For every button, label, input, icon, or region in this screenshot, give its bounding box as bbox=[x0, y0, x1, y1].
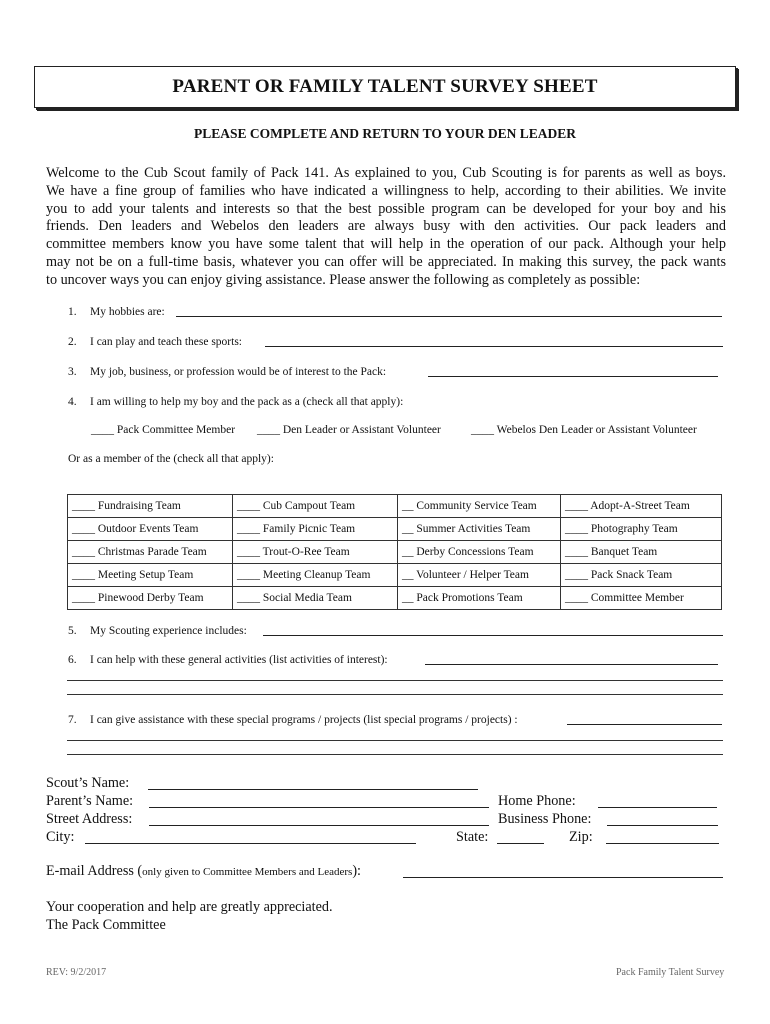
scout-name-field[interactable] bbox=[148, 776, 478, 790]
closing-signature: The Pack Committee bbox=[46, 917, 166, 933]
table-row bbox=[68, 541, 722, 564]
team-checkbox-cell[interactable]: ____ Family Picnic Team bbox=[233, 518, 398, 541]
question-5 bbox=[68, 625, 247, 637]
page-subtitle: PLEASE COMPLETE AND RETURN TO YOUR DEN LEADER bbox=[194, 126, 576, 141]
home-phone-label: Home Phone: bbox=[498, 793, 576, 809]
team-checkbox-cell[interactable]: __ Community Service Team bbox=[398, 495, 561, 518]
question-number: 1. bbox=[68, 306, 77, 318]
zip-label: Zip: bbox=[569, 829, 593, 845]
city-field[interactable] bbox=[85, 830, 416, 844]
member-prompt: Or as a member of the (check all that apply): bbox=[68, 453, 274, 465]
parent-name-label: Parent’s Name: bbox=[46, 793, 134, 809]
intro-paragraph bbox=[46, 165, 726, 290]
question-number: 2. bbox=[68, 336, 77, 348]
email-field[interactable] bbox=[403, 864, 723, 878]
question-text: I can give assistance with these special programs / projects (list special programs / projects) : bbox=[90, 714, 518, 726]
intro-line: to uncover ways you can enjoy giving assistance. Please answer the following as completely as possible: bbox=[46, 271, 641, 288]
teams-table bbox=[67, 494, 722, 610]
question-4 bbox=[68, 396, 403, 408]
email-label-note: only given to Committee Members and Leaders bbox=[142, 866, 353, 878]
team-checkbox-cell[interactable]: __ Summer Activities Team bbox=[398, 518, 561, 541]
page-title: PARENT OR FAMILY TALENT SURVEY SHEET bbox=[172, 76, 598, 97]
team-checkbox-cell[interactable]: __ Pack Promotions Team bbox=[398, 587, 561, 610]
intro-line: friends. Den leaders and Webelos den leaders are always busy with den activities. Our pack leaders and bbox=[46, 218, 726, 235]
home-phone-field[interactable] bbox=[598, 794, 717, 808]
question-number: 3. bbox=[68, 366, 77, 378]
intro-line: you to add your talents and interests so that the best possible program can be developed for your boy and his bbox=[46, 200, 726, 217]
email-label-end: ): bbox=[352, 863, 361, 879]
general-activities-line[interactable] bbox=[67, 680, 723, 681]
question-2 bbox=[68, 336, 242, 348]
city-label: City: bbox=[46, 829, 75, 845]
sports-field[interactable] bbox=[265, 336, 723, 347]
intro-line: may not be on a full-time basis, whatever you can offer will be appreciated. In making this survey, the pack wants bbox=[46, 253, 726, 270]
question-6 bbox=[68, 654, 388, 666]
question-text: My job, business, or profession would be of interest to the Pack: bbox=[90, 366, 387, 378]
special-programs-line[interactable] bbox=[67, 740, 723, 741]
option-pack-committee-member[interactable]: ____ Pack Committee Member bbox=[91, 424, 236, 436]
question-3 bbox=[68, 366, 386, 378]
question-text: I am willing to help my boy and the pack as a (check all that apply): bbox=[90, 396, 404, 408]
revision-date: REV: 9/2/2017 bbox=[46, 967, 107, 978]
question-text: My hobbies are: bbox=[90, 306, 165, 318]
general-activities-line[interactable] bbox=[67, 694, 723, 695]
special-programs-line[interactable] bbox=[67, 754, 723, 755]
scout-name-label: Scout’s Name: bbox=[46, 775, 130, 791]
team-checkbox-cell[interactable]: ____ Meeting Cleanup Team bbox=[233, 564, 398, 587]
team-checkbox-cell[interactable]: __ Derby Concessions Team bbox=[398, 541, 561, 564]
email-label bbox=[46, 863, 361, 880]
hobbies-field[interactable] bbox=[176, 306, 722, 317]
parent-name-field[interactable] bbox=[149, 794, 489, 808]
question-number: 6. bbox=[68, 654, 77, 666]
street-address-label: Street Address: bbox=[46, 811, 133, 827]
intro-line: Welcome to the Cub Scout family of Pack 141. As explained to you, Cub Scouting is for parents as well as boys. bbox=[46, 165, 726, 181]
question-7 bbox=[68, 714, 518, 726]
intro-line: We have a fine group of families who have indicated a willingness to help, according to their abilities. We invite bbox=[46, 182, 726, 199]
team-checkbox-cell[interactable]: ____ Adopt-A-Street Team bbox=[561, 495, 722, 518]
street-address-field[interactable] bbox=[149, 812, 489, 826]
footer-document-name: Pack Family Talent Survey bbox=[616, 967, 725, 978]
intro-line: committee members know you have some talent that will help in the operation of our pack. Although your help bbox=[46, 236, 726, 253]
table-row bbox=[68, 587, 722, 610]
team-checkbox-cell[interactable]: ____ Trout-O-Ree Team bbox=[233, 541, 398, 564]
team-checkbox-cell[interactable]: ____ Pinewood Derby Team bbox=[68, 587, 233, 610]
team-checkbox-cell[interactable]: ____ Pack Snack Team bbox=[561, 564, 722, 587]
scouting-experience-field[interactable] bbox=[263, 625, 723, 636]
team-checkbox-cell[interactable]: ____ Meeting Setup Team bbox=[68, 564, 233, 587]
state-label: State: bbox=[456, 829, 489, 845]
team-checkbox-cell[interactable]: ____ Fundraising Team bbox=[68, 495, 233, 518]
question-text: I can help with these general activities (list activities of interest): bbox=[90, 654, 388, 666]
option-webelos-den-leader[interactable]: ____ Webelos Den Leader or Assistant Volunteer bbox=[471, 424, 697, 436]
special-programs-field[interactable] bbox=[567, 714, 722, 725]
business-phone-field[interactable] bbox=[607, 812, 718, 826]
team-checkbox-cell[interactable]: ____ Committee Member bbox=[561, 587, 722, 610]
question-text: My Scouting experience includes: bbox=[90, 625, 247, 637]
table-row bbox=[68, 495, 722, 518]
question-1 bbox=[68, 306, 165, 318]
general-activities-field[interactable] bbox=[425, 654, 718, 665]
team-checkbox-cell[interactable]: ____ Christmas Parade Team bbox=[68, 541, 233, 564]
table-row bbox=[68, 564, 722, 587]
state-field[interactable] bbox=[497, 830, 544, 844]
question-text: I can play and teach these sports: bbox=[90, 336, 242, 348]
table-row bbox=[68, 518, 722, 541]
team-checkbox-cell[interactable]: ____ Photography Team bbox=[561, 518, 722, 541]
team-checkbox-cell[interactable]: ____ Outdoor Events Team bbox=[68, 518, 233, 541]
option-den-leader[interactable]: ____ Den Leader or Assistant Volunteer bbox=[257, 424, 441, 436]
team-checkbox-cell[interactable]: __ Volunteer / Helper Team bbox=[398, 564, 561, 587]
question-number: 7. bbox=[68, 714, 77, 726]
email-label-main: E-mail Address ( bbox=[46, 863, 143, 879]
title-box bbox=[34, 66, 736, 108]
team-checkbox-cell[interactable]: ____ Cub Campout Team bbox=[233, 495, 398, 518]
job-field[interactable] bbox=[428, 366, 718, 377]
zip-field[interactable] bbox=[606, 830, 719, 844]
question-number: 5. bbox=[68, 625, 77, 637]
question-number: 4. bbox=[68, 396, 77, 408]
closing-line: Your cooperation and help are greatly appreciated. bbox=[46, 899, 333, 915]
team-checkbox-cell[interactable]: ____ Banquet Team bbox=[561, 541, 722, 564]
business-phone-label: Business Phone: bbox=[498, 811, 592, 827]
team-checkbox-cell[interactable]: ____ Social Media Team bbox=[233, 587, 398, 610]
